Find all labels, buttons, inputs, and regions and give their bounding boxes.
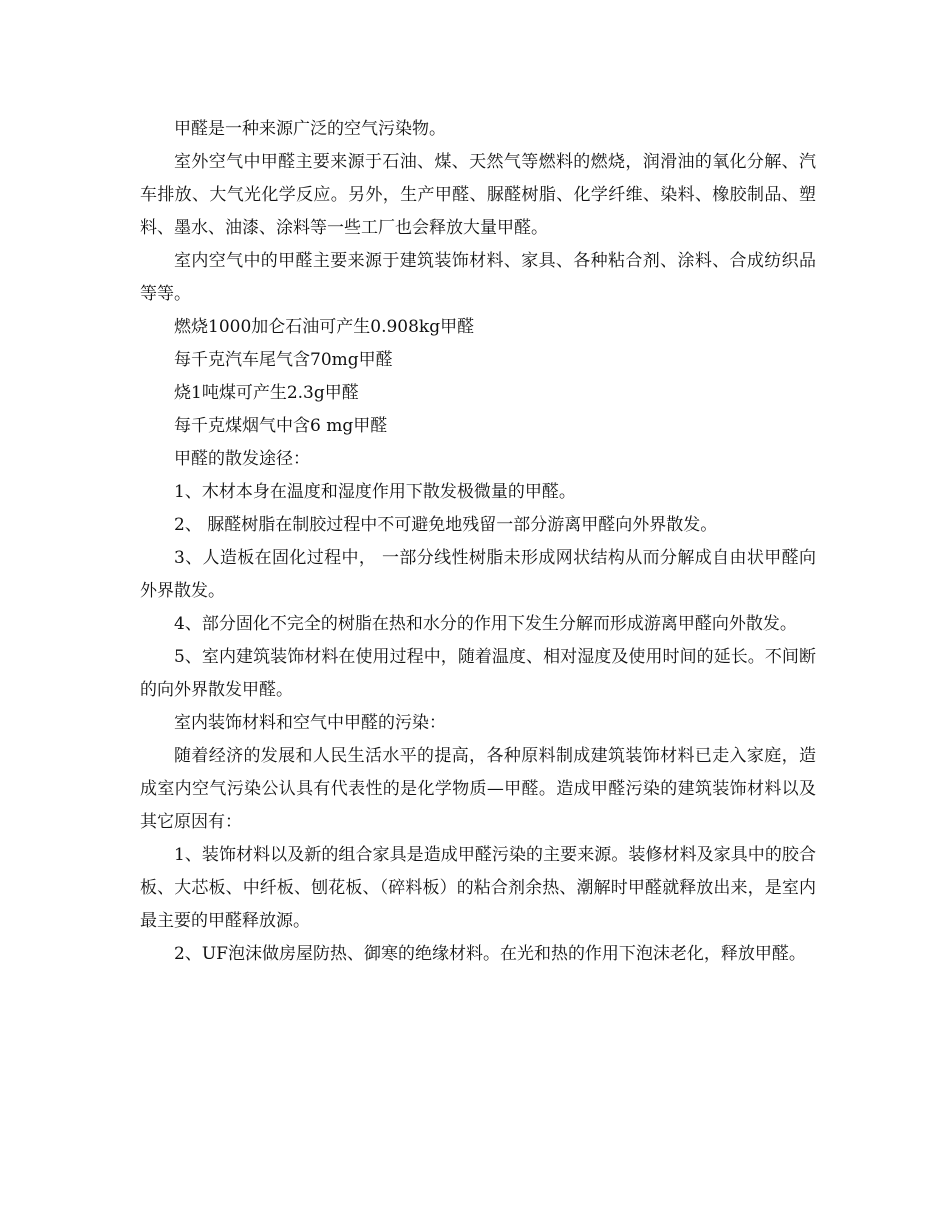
paragraph: 甲醛的散发途径：: [174, 449, 310, 469]
paragraph: 室内空气中的甲醛主要来源于建筑装饰材料、家具、各种粘合剂、涂料、合成纺织品等等。: [140, 251, 816, 304]
paragraph: 甲醛是一种来源广泛的空气污染物。: [174, 119, 446, 139]
paragraph: 烧1吨煤可产生2.3g甲醛: [174, 383, 359, 403]
paragraph: 2、 脲醛树脂在制胶过程中不可避免地残留一部分游离甲醛向外界散发。: [174, 515, 718, 535]
paragraph: 4、部分固化不完全的树脂在热和水分的作用下发生分解而形成游离甲醛向外散发。: [174, 614, 797, 634]
paragraph: 2、UF泡沫做房屋防热、御寒的绝缘材料。在光和热的作用下泡沫老化，释放甲醛。: [174, 944, 806, 964]
document-body: [140, 113, 816, 971]
paragraph: 燃烧1000加仑石油可产生0.908kg甲醛: [174, 317, 475, 337]
paragraph: 室内装饰材料和空气中甲醛的污染：: [174, 713, 446, 733]
paragraph: 每千克汽车尾气含70mg甲醛: [174, 350, 393, 370]
paragraph: 1、装饰材料以及新的组合家具是造成甲醛污染的主要来源。装修材料及家具中的胶合板、大芯板、中纤板、刨花板、（碎料板）的粘合剂余热、潮解时甲醛就释放出来，是室内最主要的甲醛释放源。: [140, 845, 816, 931]
paragraph: 室外空气中甲醛主要来源于石油、煤、天然气等燃料的燃烧，润滑油的氧化分解、汽车排放、大气光化学反应。另外，生产甲醛、脲醛树脂、化学纤维、染料、橡胶制品、塑料、墨水、油漆、涂料等一些工厂也会释放大量甲醛。: [140, 152, 816, 238]
paragraph: 3、人造板在固化过程中， 一部分线性树脂未形成网状结构从而分解成自由状甲醛向外界散发。: [140, 548, 816, 601]
paragraph: 1、木材本身在温度和湿度作用下散发极微量的甲醛。: [174, 482, 576, 502]
paragraph: 5、室内建筑装饰材料在使用过程中，随着温度、相对湿度及使用时间的延长。不间断的向外界散发甲醛。: [140, 647, 816, 700]
paragraph: 随着经济的发展和人民生活水平的提高，各种原料制成建筑装饰材料已走入家庭，造成室内空气污染公认具有代表性的是化学物质—甲醛。造成甲醛污染的建筑装饰材料以及其它原因有：: [140, 746, 816, 832]
paragraph: 每千克煤烟气中含6 mg甲醛: [174, 416, 388, 436]
